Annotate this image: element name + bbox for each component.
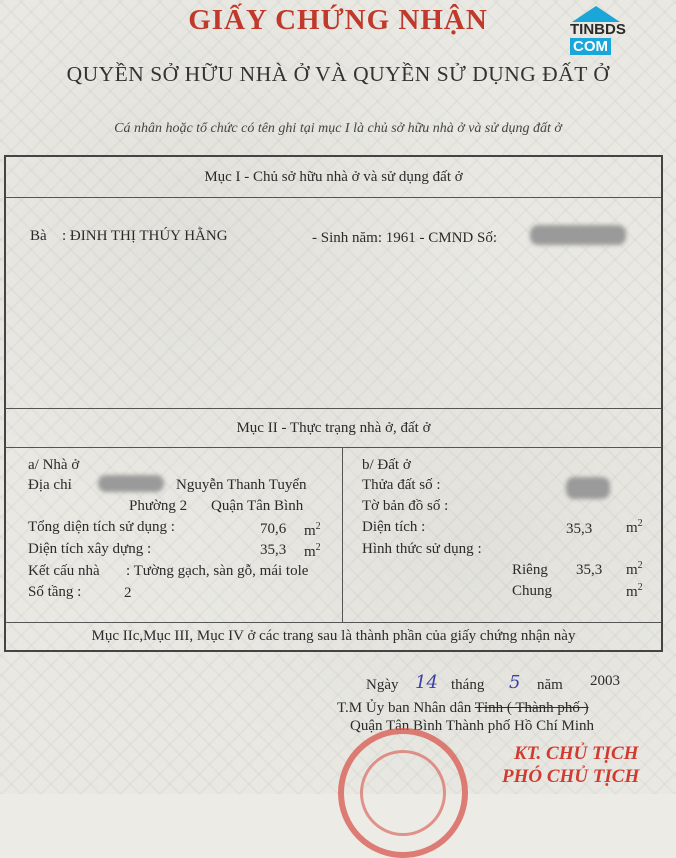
document-title: GIẤY CHỨNG NHẬN xyxy=(188,4,488,36)
private-unit: $m^2$ xyxy=(626,560,643,578)
build-area-unit: $m^2$ xyxy=(304,542,321,560)
address-street: Nguyễn Thanh Tuyển xyxy=(176,477,307,493)
date-year-label: năm xyxy=(537,677,563,693)
address-label: Địa chỉ xyxy=(28,477,72,493)
divider xyxy=(6,622,661,623)
watermark-line2: COM xyxy=(570,38,611,55)
watermark-line1: TINBDS xyxy=(570,21,626,38)
red-seal-inner xyxy=(360,750,446,836)
shared-label: Chung xyxy=(512,583,553,599)
total-area-value: 70,6 xyxy=(260,521,287,537)
house-label: a/ Nhà ở xyxy=(28,457,80,473)
land-area-label: Diện tích : xyxy=(362,519,426,535)
certificate-table xyxy=(4,155,663,652)
land-area-value: 35,3 xyxy=(566,521,593,537)
column-divider xyxy=(342,448,343,622)
owner-name: : ĐINH THỊ THÚY HẰNG xyxy=(62,228,228,244)
address-district: Quận Tân Bình xyxy=(211,498,304,514)
address-ward: Phường 2 xyxy=(129,498,188,514)
document-subtitle: QUYỀN SỞ HỮU NHÀ Ở VÀ QUYỀN SỬ DỤNG ĐẤT Ở xyxy=(66,62,610,86)
structure-label: Kết cấu nhà xyxy=(28,563,100,579)
house-icon xyxy=(572,6,620,22)
intro-text: Cá nhân hoặc tổ chức có tên ghi tại mục I là chủ sở hữu nhà ở và sử dụng đất ở xyxy=(114,121,562,136)
section1-heading: Mục I - Chủ sở hữu nhà ở và sử dụng đất ở xyxy=(204,169,463,185)
watermark-logo xyxy=(566,6,630,60)
redacted-plot-number xyxy=(566,477,610,499)
section2-heading: Mục II - Thực trạng nhà ở, đất ở xyxy=(236,420,431,436)
owner-title: Bà xyxy=(30,228,47,244)
redacted-house-number xyxy=(98,475,164,492)
map-label: Tờ bản đồ số : xyxy=(362,498,449,514)
private-label: Riêng xyxy=(512,562,548,578)
private-value: 35,3 xyxy=(576,562,603,578)
floors-value: 2 xyxy=(124,585,132,601)
total-area-label: Tổng diện tích sử dụng : xyxy=(28,519,175,535)
committee-district: Quận Tân Bình Thành phố Hồ Chí Minh xyxy=(350,718,595,734)
signer-role-1: KT. CHỦ TỊCH xyxy=(514,743,639,764)
land-area-unit: $m^2$ xyxy=(626,518,643,536)
divider xyxy=(6,408,661,409)
build-area-value: 35,3 xyxy=(260,542,287,558)
structure-value: : Tường gạch, sàn gỗ, mái tole xyxy=(126,563,309,579)
build-area-label: Diện tích xây dựng : xyxy=(28,541,152,557)
committee-line: T.M Ủy ban Nhân dân Tỉnh ( Thành phố ) xyxy=(337,700,589,716)
date-day-label: Ngày xyxy=(366,677,399,693)
redacted-id xyxy=(530,225,626,245)
floors-label: Số tầng : xyxy=(28,584,82,600)
total-area-unit: $m^2$ xyxy=(304,521,321,539)
divider xyxy=(6,197,661,198)
signer-role-2: PHÓ CHỦ TỊCH xyxy=(502,766,640,787)
footer-note: Mục IIc,Mục III, Mục IV ở các trang sau là thành phần của giấy chứng nhận này xyxy=(91,628,576,644)
date-day: 14 xyxy=(415,672,438,693)
date-year: 2003 xyxy=(590,673,620,689)
plot-label: Thửa đất số : xyxy=(362,477,441,493)
date-month: 5 xyxy=(509,672,521,693)
usage-form-label: Hình thức sử dụng : xyxy=(362,541,482,557)
shared-unit: $m^2$ xyxy=(626,582,643,600)
divider xyxy=(6,447,661,448)
owner-birth-id: - Sinh năm: 1961 - CMND Số: xyxy=(312,230,498,246)
land-label: b/ Đất ở xyxy=(362,457,411,473)
date-month-label: tháng xyxy=(451,677,485,693)
